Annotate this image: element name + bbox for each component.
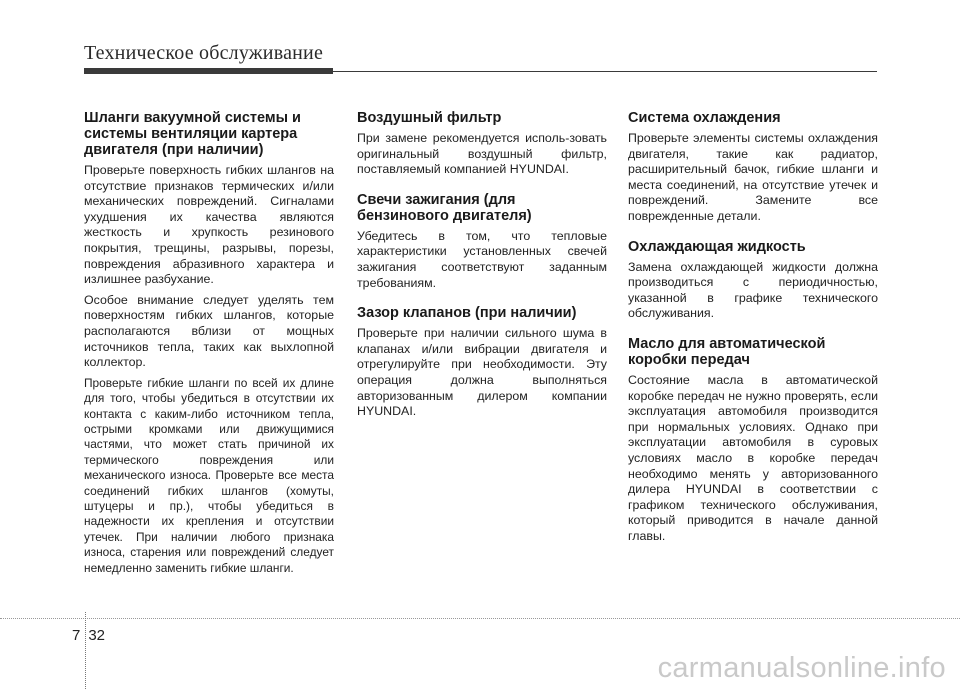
section-heading-hoses: Шланги вакуумной системы и системы вентиляции картера двигателя (при наличии) xyxy=(84,110,301,158)
paragraph: Состояние масла в автоматической коробке передач не нужно проверять, если эксплуатация автомобиля производится при нормальных условиях. Однако при эксплуатации автомобиля в суровых условиях масло в коробке передач необходимо менять у авторизованного дилера HYUNDAI в соответствии с графиком технического обслуживания, который приводится в начале данной главы. xyxy=(628,372,878,543)
paragraph: Проверьте гибкие шланги по всей их длине для того, чтобы убедиться в отсутствии их контакта с каким-либо источником тепла, острыми кромками или движущимися частями, что может стать причиной их термического повреждения или механического износа. Проверьте все места соединений гибких шлангов (хомуты, штуцеры и пр.), чтобы убедиться в надежности их крепления и отсутствии утечек. При наличии любого признака износа, старения или повреждений следует немедленно заменить гибкие шланги. xyxy=(84,375,334,575)
section-heading-air-filter: Воздушный фильтр xyxy=(357,110,502,126)
footer-dotted-rule xyxy=(0,618,960,619)
chapter-number: 7 xyxy=(72,627,81,644)
section-heading-coolant: Охлаждающая жидкость xyxy=(628,238,806,255)
paragraph: Проверьте элементы системы охлаждения двигателя, такие как радиатор, расширительный бачок, гибкие шланги и места соединений, на отсутствие утечек и повреждений. Замените все поврежденные детали. xyxy=(628,131,878,223)
paragraph: При замене рекомендуется исполь-зовать оригинальный воздушный фильтр, поставляемый компанией HYUNDAI. xyxy=(357,131,607,177)
paragraph: Проверьте при наличии сильного шума в клапанах и/или вибрации двигателя и отрегулируйте при необходимости. Эту операция должна выполняться авторизованным дилером компании HYUNDAI. xyxy=(357,326,607,419)
section-heading-cooling-system: Система охлаждения xyxy=(628,110,781,126)
watermark-text: carmanualsonline.info xyxy=(657,652,946,684)
page-number-value: 32 xyxy=(88,627,106,644)
column-middle xyxy=(357,110,607,425)
page-number-separator xyxy=(85,612,87,689)
header-rule-thin xyxy=(333,71,877,72)
column-right xyxy=(628,110,878,549)
section-heading-valve-clearance: Зазор клапанов (при наличии) xyxy=(357,305,577,322)
column-left xyxy=(84,110,334,581)
header-rule-thick xyxy=(84,68,333,74)
paragraph: Особое внимание следует уделять тем поверхностям гибких шлангов, которые располагаются вблизи от мощных источников тепла, таких как выхлопной коллектор. xyxy=(84,292,334,370)
section-heading-spark-plugs: Свечи зажигания (для бензинового двигателя) xyxy=(357,191,532,224)
section-heading-atf: Масло для автоматической коробки передач xyxy=(628,335,826,368)
paragraph: Замена охлаждающей жидкости должна производиться с периодичностью, указанной в графике технического обслуживания. xyxy=(628,259,878,321)
paragraph: Убедитесь в том, что тепловые характеристики установленных свечей зажигания соответствуют заданным требованиям. xyxy=(357,228,607,290)
page-number xyxy=(72,627,105,644)
page-header-title: Техническое обслуживание xyxy=(84,42,324,64)
paragraph: Проверьте поверхность гибких шлангов на отсутствие признаков термических и/или механических повреждений. Сигналами ухудшения их качества являются жесткость и хрупкость резинового покрытия, трещины, разрывы, порезы, повреждения абразивного характера и излишнее разбухание. xyxy=(84,163,334,287)
